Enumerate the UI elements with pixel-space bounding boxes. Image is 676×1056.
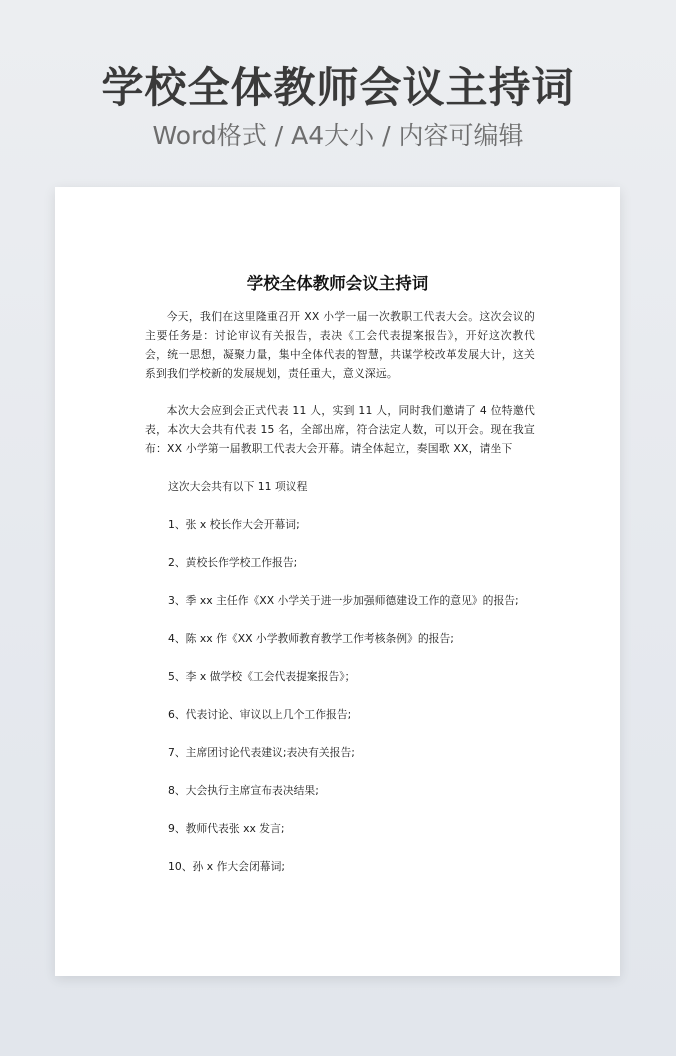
document-title: 学校全体教师会议主持词 [246,274,429,293]
agenda-item: 10、孙 x 作大会闭幕词; [168,860,286,873]
agenda-item: 3、季 xx 主任作《XX 小学关于进一步加强师德建设工作的意见》的报告; [168,594,519,607]
agenda-intro: 这次大会共有以下 11 项议程 [168,480,308,493]
document-paragraph-1: 今天，我们在这里隆重召开 XX 小学一届一次教职工代表大会。这次会议的主要任务是：讨论审议有关报告，表决《工会代表提案报告》，开好这次教代会，统一思想，凝聚力量，集中全体代表的智慧，共谋学校改革发展大计，这关系到我们学校新的发展规划，责任重大，意义深远。 [145,310,535,380]
agenda-item: 1、张 x 校长作大会开幕词; [168,518,300,531]
document-page [55,187,620,976]
agenda-item: 7、主席团讨论代表建议;表决有关报告; [168,746,355,759]
banner-subtitle: Word格式 / A4大小 / 内容可编辑 [152,121,524,150]
agenda-item: 2、黄校长作学校工作报告; [168,556,298,569]
agenda-item: 8、大会执行主席宣布表决结果; [168,784,319,797]
agenda-item: 6、代表讨论、审议以上几个工作报告; [168,708,352,721]
agenda-item: 4、陈 xx 作《XX 小学教师教育教学工作考核条例》的报告; [168,632,454,645]
document-paragraph-2: 本次大会应到会正式代表 11 人，实到 11 人，同时我们邀请了 4 位特邀代表，本次大会共有代表 15 名，全部出席，符合法定人数，可以开会。现在我宣布：XX 小学第一届教职工代表大会开幕。请全体起立，奏国歌 XX，请坐下 [145,404,535,455]
agenda-item: 5、李 x 做学校《工会代表提案报告》； [168,670,356,683]
banner-title: 学校全体教师会议主持词 [101,63,575,112]
agenda-item: 9、教师代表张 xx 发言; [168,822,285,835]
